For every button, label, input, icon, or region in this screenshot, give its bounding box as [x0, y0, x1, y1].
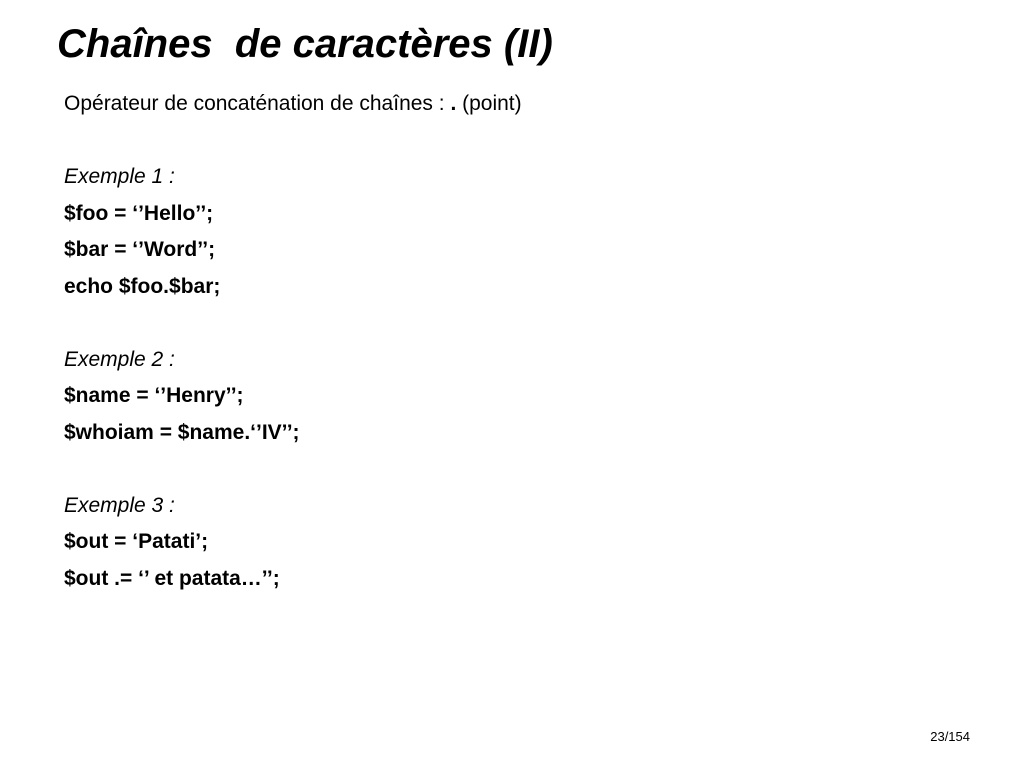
code-line: $bar = ‘’Word’’;	[64, 238, 216, 261]
code-line: $name = ‘’Henry’’;	[64, 384, 244, 407]
concat-operator: .	[450, 92, 457, 115]
slide-body	[64, 86, 964, 597]
code-line: echo $foo.$bar;	[64, 274, 221, 298]
spacer	[64, 451, 964, 488]
slide-title: Chaînes de caractères (II)	[57, 22, 553, 66]
code-line: $out = ‘Patati’;	[64, 530, 209, 553]
page-number: 23/154	[930, 729, 970, 744]
spacer	[64, 305, 964, 342]
code-line: $out .= ‘’ et patata…’’;	[64, 566, 280, 590]
intro-line	[64, 86, 964, 123]
spacer	[64, 123, 964, 160]
example-1-label: Exemple 1 :	[64, 165, 175, 188]
intro-text-suffix: (point)	[456, 92, 522, 115]
code-line: $whoiam = $name.‘’IV’’;	[64, 420, 300, 444]
example-3-label: Exemple 3 :	[64, 493, 175, 517]
intro-text: Opérateur de concaténation de chaînes :	[64, 92, 451, 115]
example-2-label: Exemple 2 :	[64, 347, 175, 371]
code-line: $foo = ‘’Hello’’;	[64, 201, 214, 225]
